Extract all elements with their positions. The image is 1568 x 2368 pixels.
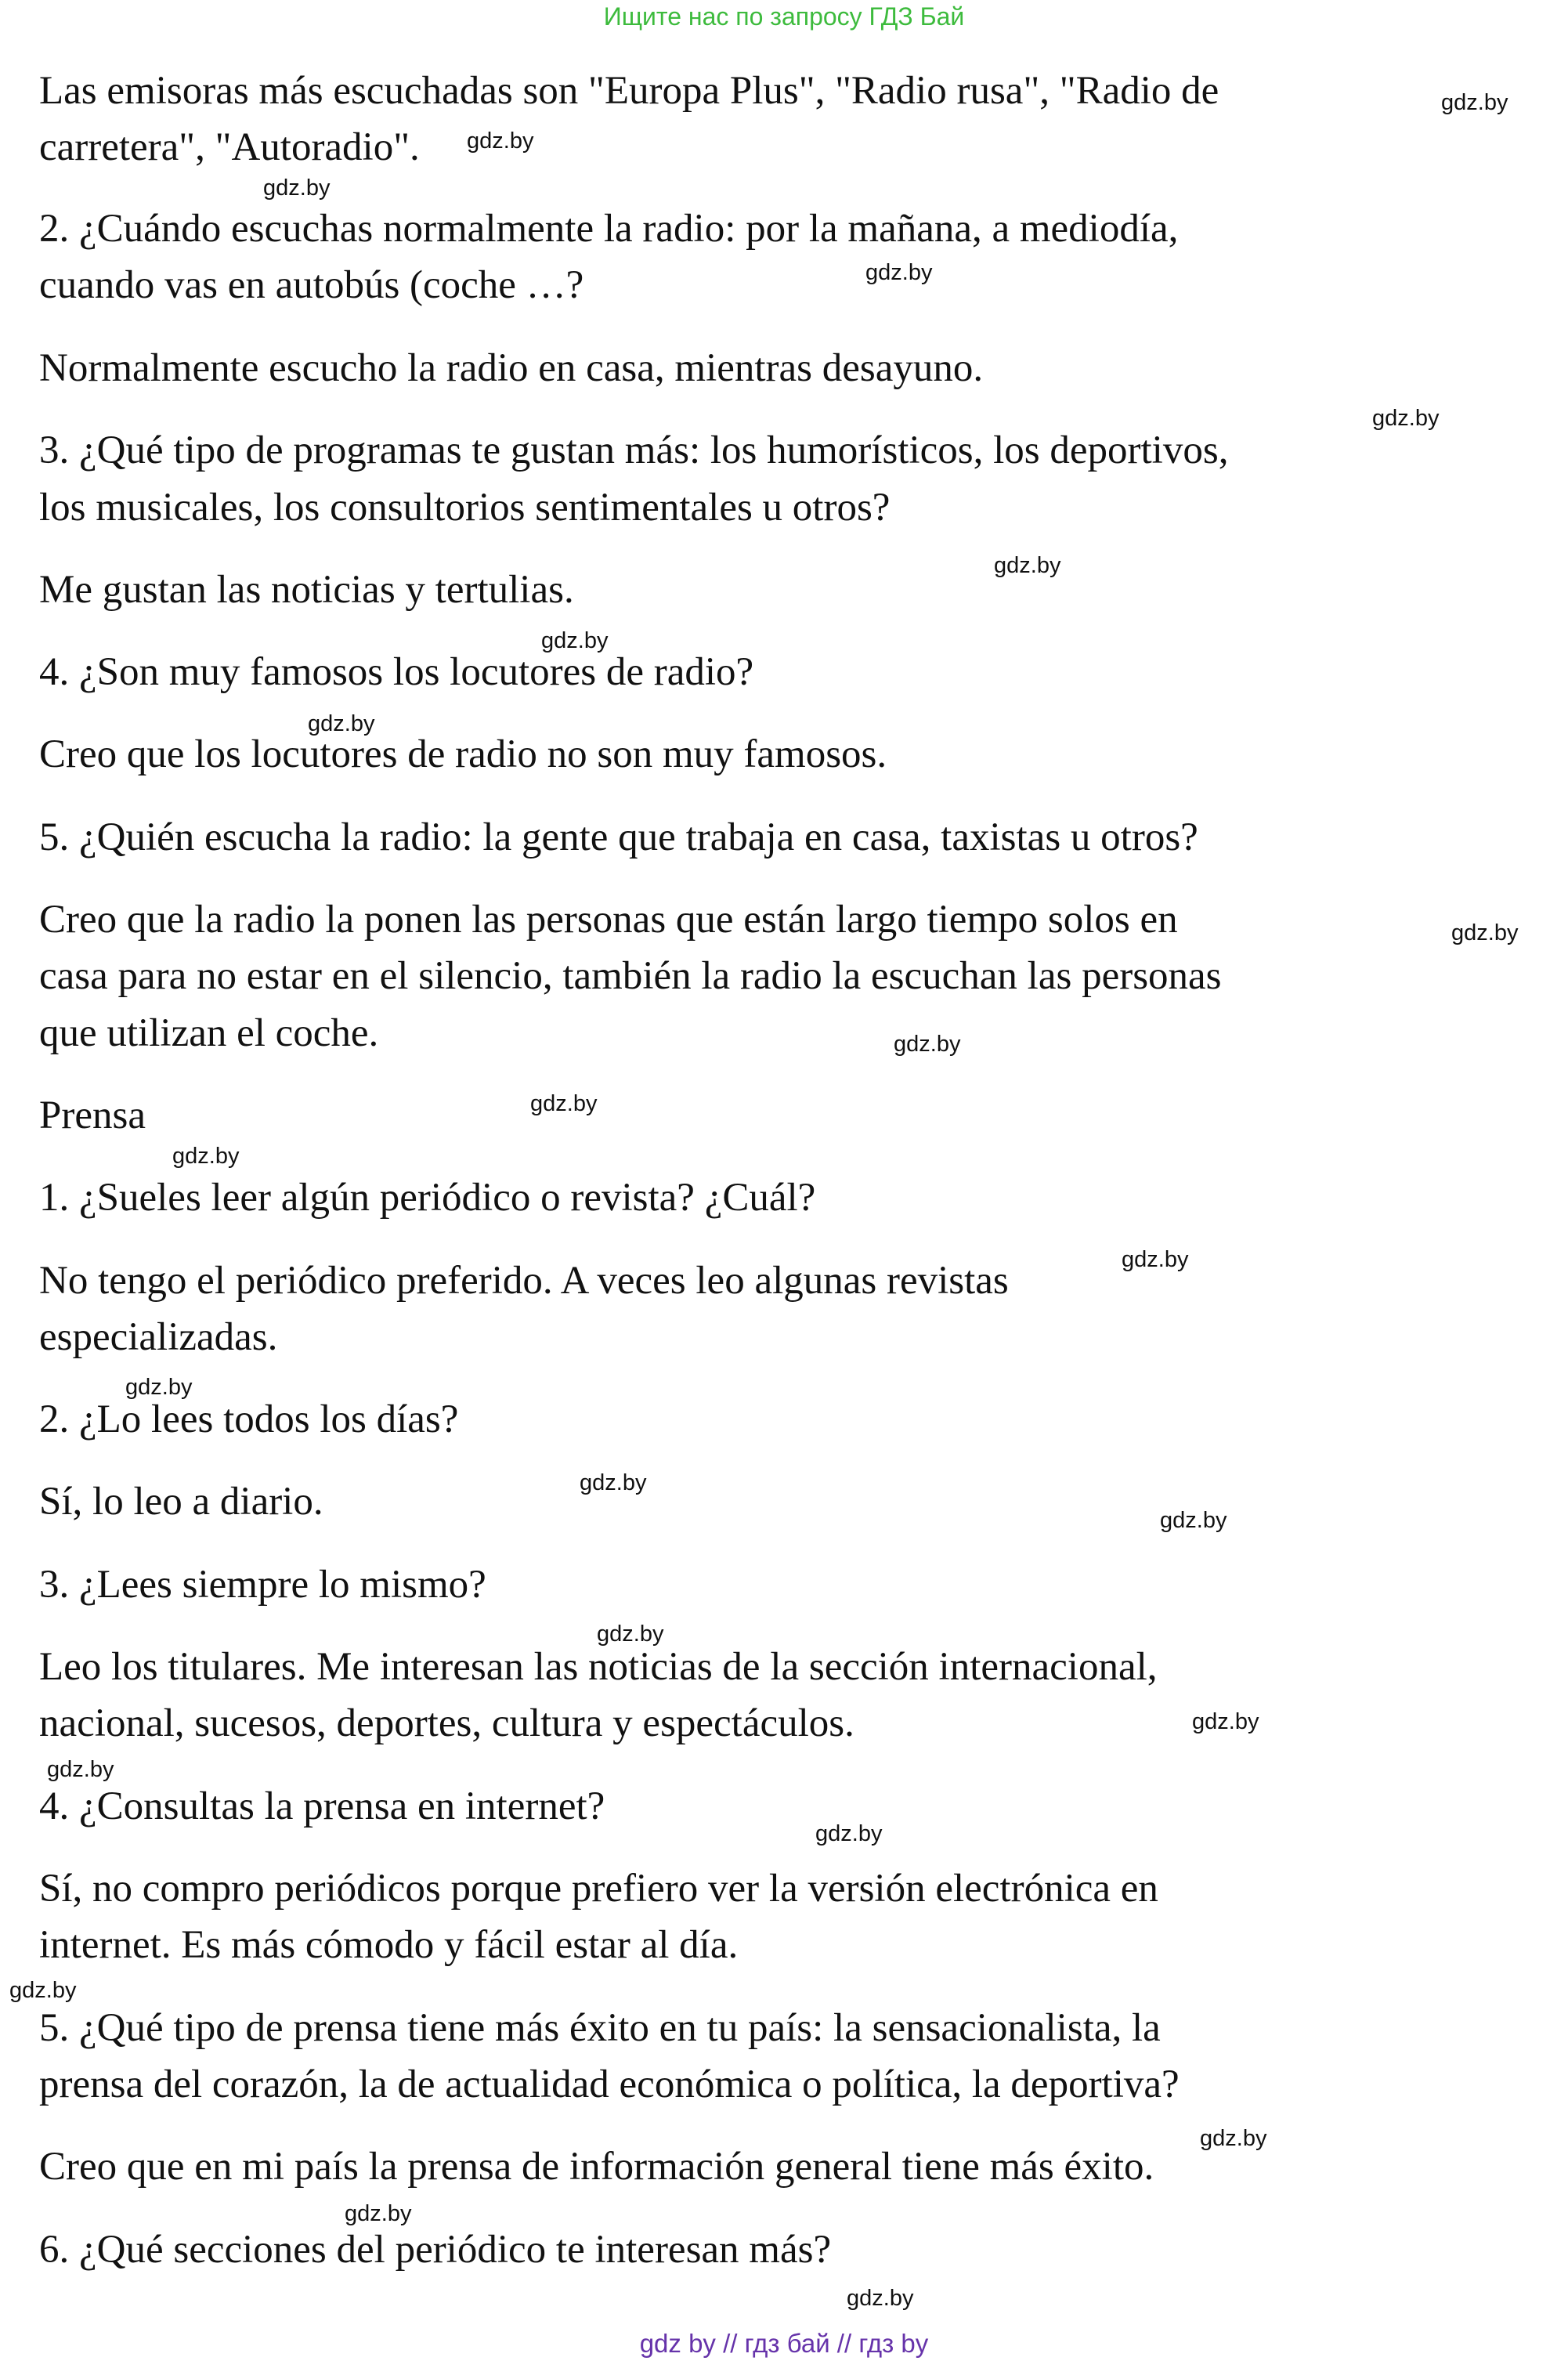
text-line: Creo que en mi país la prensa de información general tiene más éxito. <box>39 2145 1154 2189</box>
watermark: gdz.by <box>1441 90 1508 115</box>
watermark: gdz.by <box>865 260 933 285</box>
watermark: gdz.by <box>263 175 331 201</box>
text-line: Sí, no compro periódicos porque prefiero ver la versión electrónica en <box>39 1867 1158 1911</box>
text-line: No tengo el periódico preferido. A veces leo algunas revistas <box>39 1259 1009 1303</box>
text-line: 2. ¿Lo lees todos los días? <box>39 1397 459 1441</box>
text-line: Leo los titulares. Me interesan las noticias de la sección internacional, <box>39 1645 1158 1689</box>
watermark: gdz.by <box>47 1757 114 1782</box>
top-banner: Ищите нас по запросу ГДЗ Бай <box>603 2 965 31</box>
watermark: gdz.by <box>172 1144 240 1169</box>
text-line: que utilizan el coche. <box>39 1011 379 1055</box>
text-line: los musicales, los consultorios sentimentales u otros? <box>39 486 891 530</box>
watermark: gdz.by <box>1372 406 1440 431</box>
watermark: gdz.by <box>1200 2126 1267 2151</box>
text-line: 5. ¿Quién escucha la radio: la gente que trabaja en casa, taxistas u otros? <box>39 815 1198 859</box>
text-line: cuando vas en autobús (coche …? <box>39 263 584 307</box>
text-line: 3. ¿Lees siempre lo mismo? <box>39 1563 486 1607</box>
watermark: gdz.by <box>580 1470 647 1495</box>
text-line: especializadas. <box>39 1315 278 1359</box>
watermark: gdz.by <box>467 128 534 154</box>
watermark: gdz.by <box>9 1978 77 2003</box>
text-line: Me gustan las noticias y tertulias. <box>39 568 574 612</box>
text-line: Sí, lo leo a diario. <box>39 1480 323 1524</box>
text-line: 4. ¿Son muy famosos los locutores de radio? <box>39 650 754 694</box>
watermark: gdz.by <box>994 553 1061 578</box>
watermark: gdz.by <box>1451 920 1519 945</box>
text-line: nacional, sucesos, deportes, cultura y espectáculos. <box>39 1701 854 1745</box>
text-line: internet. Es más cómodo y fácil estar al día. <box>39 1923 739 1967</box>
text-line: 2. ¿Cuándo escuchas normalmente la radio: por la mañana, a mediodía, <box>39 207 1179 251</box>
text-line: 3. ¿Qué tipo de programas te gustan más: los humorísticos, los deportivos, <box>39 428 1229 472</box>
text-line: Creo que la radio la ponen las personas que están largo tiempo solos en <box>39 898 1178 942</box>
watermark: gdz.by <box>894 1032 961 1057</box>
footer-links: gdz by // гдз бай // гдз by <box>639 2329 929 2358</box>
watermark: gdz.by <box>1160 1508 1227 1533</box>
text-line: 6. ¿Qué secciones del periódico te interesan más? <box>39 2228 832 2272</box>
watermark: gdz.by <box>541 628 609 653</box>
text-line: 4. ¿Consultas la prensa en internet? <box>39 1784 605 1828</box>
text-line: carretera", "Autoradio". <box>39 125 420 169</box>
text-line: prensa del corazón, la de actualidad económica o política, la deportiva? <box>39 2063 1180 2106</box>
text-line: Creo que los locutores de radio no son muy famosos. <box>39 732 887 776</box>
watermark: gdz.by <box>530 1091 598 1116</box>
section-heading: Prensa <box>39 1094 146 1137</box>
text-line: 5. ¿Qué tipo de prensa tiene más éxito en tu país: la sensacionalista, la <box>39 2006 1161 2050</box>
watermark: gdz.by <box>345 2201 412 2226</box>
text-line: casa para no estar en el silencio, también la radio la escuchan las personas <box>39 954 1222 998</box>
text-line: Normalmente escucho la radio en casa, mientras desayuno. <box>39 346 984 390</box>
watermark: gdz.by <box>1122 1247 1189 1272</box>
watermark: gdz.by <box>597 1621 664 1647</box>
watermark: gdz.by <box>847 2286 914 2311</box>
watermark: gdz.by <box>125 1375 193 1400</box>
watermark: gdz.by <box>1192 1709 1259 1734</box>
text-line: Las emisoras más escuchadas son "Europa Plus", "Radio rusa", "Radio de <box>39 69 1219 113</box>
watermark: gdz.by <box>308 711 375 736</box>
text-line: 1. ¿Sueles leer algún periódico o revista? ¿Cuál? <box>39 1176 816 1220</box>
watermark: gdz.by <box>815 1821 883 1846</box>
